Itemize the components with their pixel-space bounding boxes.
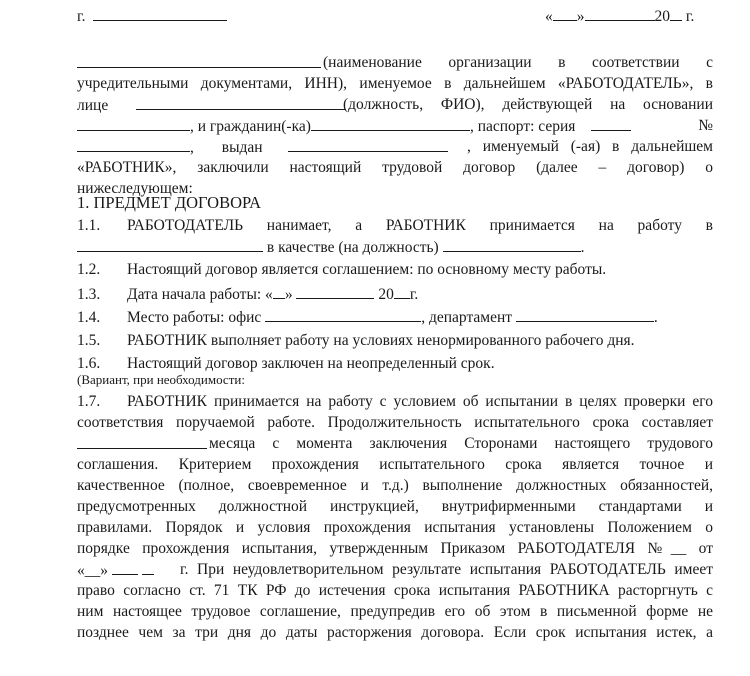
preamble-text: (должность, ФИО), действующей на основании: [343, 96, 713, 113]
clause-text: РАБОТНИК выполняет работу на условиях ненормированного рабочего дня.: [127, 332, 635, 349]
clause-text: »: [284, 286, 293, 303]
clause-end: .: [580, 239, 585, 256]
order-day: «__»: [77, 562, 108, 579]
year-blank: [670, 6, 682, 21]
clause-1-7-line-5: качественное (полное, своевременное и т.д.) выполнение должностных обязанностей,: [77, 477, 713, 494]
preamble-line-1: [77, 53, 713, 73]
issued-by-blank: [288, 137, 448, 152]
start-month-blank: [296, 284, 374, 299]
clause-text: Настоящий договор является соглашением: по основному месту работы.: [127, 261, 607, 278]
clause-text: РАБОТНИК принимается на работу с условием об испытании в целях проверки его: [127, 393, 713, 410]
start-day-blank: [273, 284, 285, 299]
clause-1-1-cont: [77, 237, 713, 257]
clause-1-7-line-11: ним настоящее трудовое соглашение, предупредив его об этом в письменной форме не: [77, 603, 713, 620]
date-quote-close: »: [576, 8, 585, 25]
year-prefix: 20: [654, 8, 670, 25]
employee-name-blank: [311, 116, 470, 131]
passport-number-label: №: [698, 117, 713, 134]
clause-1-1: [77, 216, 713, 236]
city-prefix: г.: [77, 8, 86, 25]
position-fio-blank: [136, 95, 346, 110]
clause-1-3: [77, 284, 713, 304]
order-year-blank: [142, 560, 154, 575]
clause-1-7-line-6: предусмотренных должностной инструкцией, внутрифирменными стандартами и: [77, 498, 713, 515]
preamble-line-3: [77, 95, 713, 115]
preamble-line-4: [77, 116, 713, 136]
clause-text: Настоящий договор заключен на неопределенный срок.: [127, 355, 495, 372]
preamble-line-6: «РАБОТНИК», заключили настоящий трудовой договор (далее – договор) о: [77, 159, 713, 176]
clause-1-7: [77, 392, 713, 412]
clause-number: 1.6.: [77, 355, 101, 372]
clause-1-7-line-8: порядке прохождения испытания, утвержденным Приказом РАБОТОДАТЕЛЯ №__ от: [77, 540, 713, 557]
start-year-blank: [394, 284, 410, 299]
clause-text: РАБОТОДАТЕЛЬ нанимает, а РАБОТНИК принимается на работу в: [127, 217, 713, 234]
passport-series-blank: [591, 116, 631, 131]
office-blank: [265, 307, 421, 322]
city-blank: [93, 6, 227, 21]
clause-text: Место работы: офис: [127, 309, 262, 326]
clause-text: 20: [378, 286, 394, 303]
preamble-text: , именуемый (-ая) в дальнейшем: [467, 138, 713, 155]
clause-1-7-line-3: [77, 434, 713, 454]
clause-number: 1.4.: [77, 309, 101, 326]
preamble-line-2: учредительными документами, ИНН), именуемое в дальнейшем «РАБОТОДАТЕЛЬ», в: [77, 75, 713, 92]
clause-1-7-line-9: [77, 560, 713, 580]
job-title-blank: [443, 237, 581, 252]
basis-blank: [77, 116, 190, 131]
date-field: [545, 6, 694, 26]
preamble-text: , паспорт: серия: [469, 118, 576, 135]
clause-text: , департамент: [421, 309, 513, 326]
passport-number-blank: [77, 137, 190, 152]
preamble-line-5: [77, 137, 713, 157]
clause-1-7-line-10: право согласно ст. 71 ТК РФ до истечения срока испытания РАБОТНИКА расторгнуть с: [77, 582, 713, 599]
department-blank: [77, 237, 263, 252]
year-suffix: г.: [685, 8, 695, 25]
clause-number: 1.1.: [77, 217, 101, 234]
preamble-text: (наименование организации в соответствии с: [323, 54, 713, 71]
org-name-blank: [77, 53, 321, 68]
preamble-line-7: нижеследующем:: [77, 180, 193, 197]
clause-text: в качестве (на должность): [266, 239, 439, 256]
date-quote-open: «: [545, 8, 553, 25]
probation-months-blank: [77, 434, 207, 449]
clause-1-7-line-7: правилами. Порядок и условия прохождения испытания установлены Положением о: [77, 519, 713, 536]
order-month-blank: [112, 560, 138, 575]
clause-number: 1.5.: [77, 332, 101, 349]
clause-number: 1.7.: [77, 393, 101, 410]
section-1-title: 1. ПРЕДМЕТ ДОГОВОРА: [77, 193, 261, 212]
clause-text: Дата начала работы: «: [127, 286, 273, 303]
clause-1-2: [77, 260, 713, 280]
clause-1-7-line-4: соглашения. Критерием прохождения испытательного срока является точное и: [77, 456, 713, 473]
clause-number: 1.3.: [77, 286, 101, 303]
dept-blank: [516, 307, 654, 322]
clause-1-4: [77, 307, 713, 327]
clause-1-5: [77, 331, 713, 351]
clause-text: г. При неудовлетворительном результате испытания РАБОТОДАТЕЛЬ имеет: [180, 561, 713, 578]
preamble-text: лице: [77, 97, 109, 114]
preamble-text: , и гражданин(-ка): [190, 118, 311, 135]
variant-note: (Вариант, при необходимости:: [77, 372, 245, 387]
clause-1-7-line-12: позднее чем за три дня до даты расторжения договора. Если срок испытания истек, а: [77, 624, 713, 641]
day-blank: [553, 6, 577, 21]
clause-number: 1.2.: [77, 261, 101, 278]
clause-text: месяца с момента заключения Сторонами настоящего трудового: [209, 435, 713, 452]
preamble-text: , выдан: [190, 139, 263, 156]
city-field: [77, 6, 227, 26]
clause-text: г.: [409, 286, 419, 303]
clause-end: .: [653, 309, 658, 326]
clause-1-7-line-2: соответствия поручаемой работе. Продолжительность испытательного срока составляет: [77, 414, 713, 431]
month-blank: [585, 6, 655, 21]
clause-1-7-line-13-placeholder: [77, 612, 713, 632]
